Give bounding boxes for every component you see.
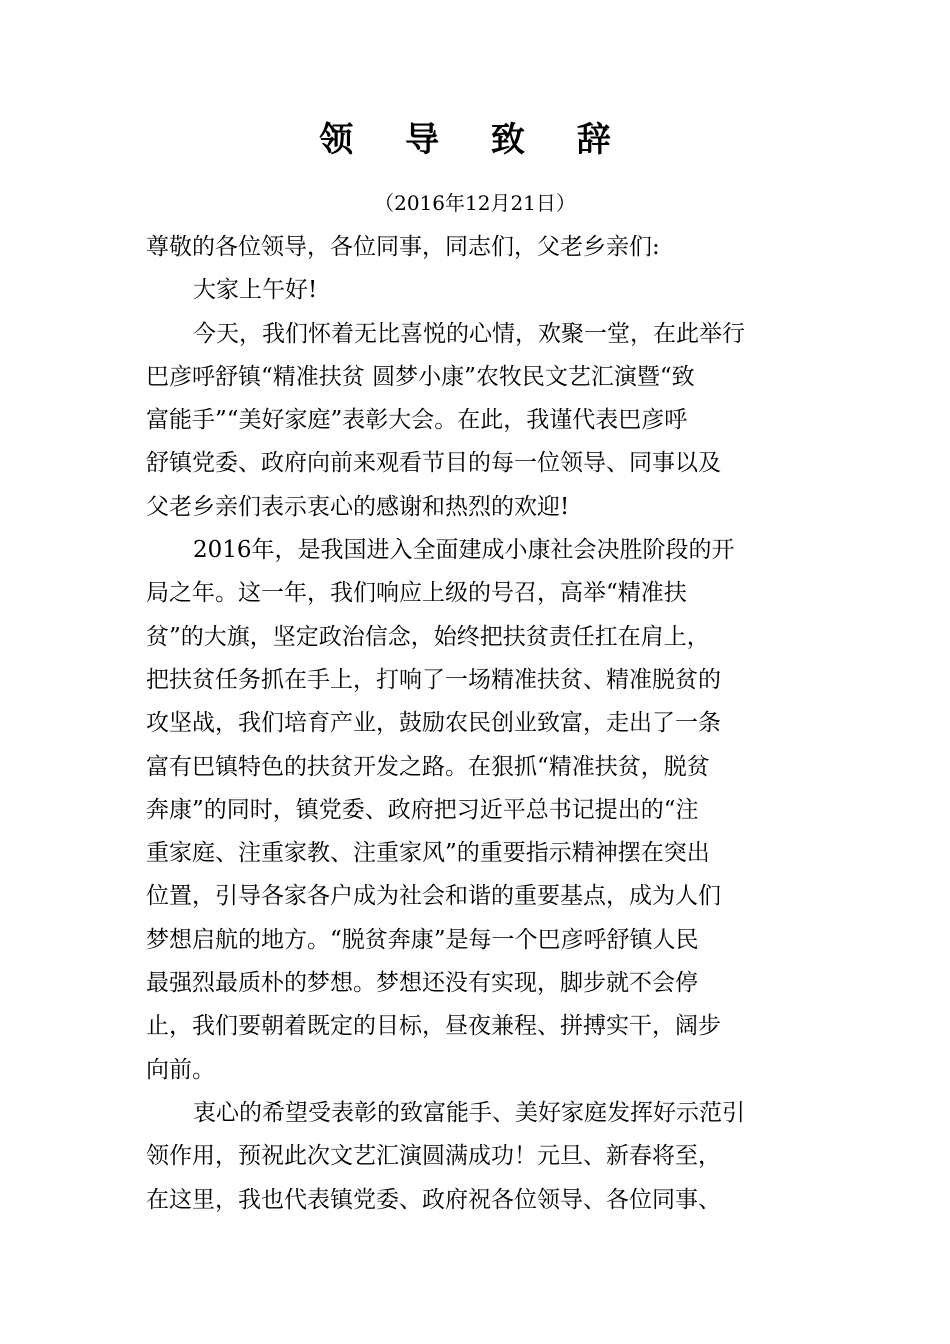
text-line: 富能手”“美好家庭”表彰大会。在此，我谨代表巴彦呼 <box>146 407 688 434</box>
text-line: 攻坚战，我们培育产业，鼓励农民创业致富，走出了一条 <box>146 710 721 737</box>
text-line: 今天，我们怀着无比喜悦的心情，欢聚一堂，在此举行 <box>193 320 745 347</box>
text-line: 梦想启航的地方。“脱贫奔康”是每一个巴彦呼舒镇人民 <box>146 926 699 953</box>
text-line: 尊敬的各位领导，各位同事，同志们，父老乡亲们: <box>146 234 660 260</box>
text-line: 大家上午好! <box>193 277 318 304</box>
text-line: 局之年。这一年，我们响应上级的号召，高举“精准扶 <box>146 580 687 607</box>
text-line: 父老乡亲们表示衷心的感谢和热烈的欢迎! <box>146 493 570 520</box>
text-line: 领作用，预祝此次文艺汇演圆满成功！元旦、新春将至， <box>146 1143 721 1170</box>
document-title: 领 导 致 辞 <box>319 120 631 160</box>
text-line: 位置，引导各家各户成为社会和谐的重要基点，成为人们 <box>146 883 721 910</box>
text-line: 把扶贫任务抓在手上，打响了一场精准扶贫、精准脱贫的 <box>146 666 721 693</box>
text-line: 巴彦呼舒镇“精准扶贫 圆梦小康”农牧民文艺汇演暨“致 <box>146 363 695 390</box>
text-line: 在这里，我也代表镇党委、政府祝各位领导、各位同事、 <box>146 1186 721 1213</box>
speech-body <box>146 226 816 1222</box>
text-line: 向前。 <box>146 1056 215 1083</box>
document-date: （2016年12月21日） <box>374 191 576 215</box>
text-line: 富有巴镇特色的扶贫开发之路。在狠抓“精准扶贫，脱贫 <box>146 753 710 780</box>
text-line: 奔康”的同时，镇党委、政府把习近平总书记提出的“注 <box>146 796 699 823</box>
text-line: 舒镇党委、政府向前来观看节目的每一位领导、同事以及 <box>146 450 721 477</box>
text-line: 衷心的希望受表彰的致富能手、美好家庭发挥好示范引 <box>193 1099 745 1126</box>
text-line: 重家庭、注重家教、注重家风”的重要指示精神摆在突出 <box>146 840 710 867</box>
text-line: 止，我们要朝着既定的目标，昼夜兼程、拼搏实干，阔步 <box>146 1013 721 1040</box>
text-line: 最强烈最质朴的梦想。梦想还没有实现，脚步就不会停 <box>146 970 698 997</box>
text-line: 2016年，是我国进入全面建成小康社会决胜阶段的开 <box>193 537 735 564</box>
text-line: 贫”的大旗，坚定政治信念，始终把扶贫责任扛在肩上， <box>146 623 710 650</box>
